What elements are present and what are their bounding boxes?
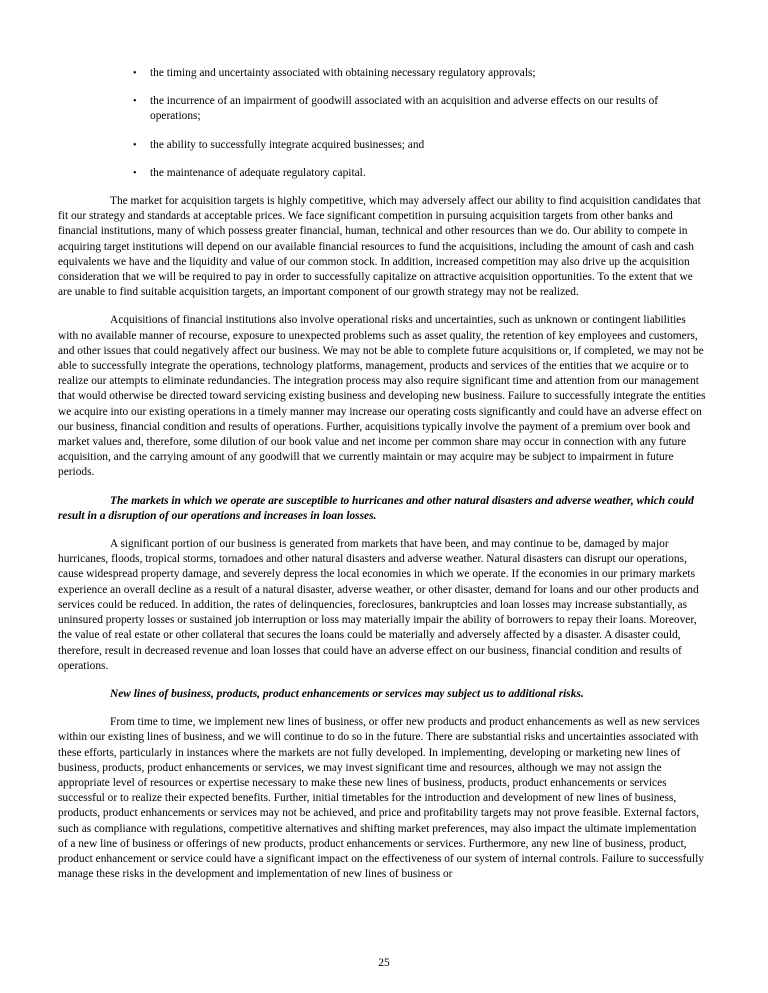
bullet-icon: • <box>133 167 137 179</box>
paragraph-acquisition-operational-risks: Acquisitions of financial institutions also involve operational risks and uncertainties, such as unknown or contingent liabilities with no available manner of recourse, exposure to unexpected problems such as asset quality, the retention of key employees and customers, and other issues that could negatively affect our business. We may not be able to complete future acquisitions or, if completed, we may not be able to successfully integrate the operations, technology platforms, management, products and services of the entities that we acquire or to realize our attempts to eliminate redundancies. The integration process may also require significant time and attention from our management that would otherwise be directed toward servicing existing business and developing new business. Failure to successfully integrate the entities we acquire into our existing operations in a timely manner may increase our operating costs significantly and could have an adverse effect on our business, financial condition and results of operations. Further, acquisitions typically involve the payment of a premium over book and market values and, therefore, some dilution of our book value and net income per common share may occur in connection with any future acquisition, and the carrying amount of any goodwill that we currently maintain or may acquire may be subject to impairment in future periods. <box>58 314 706 479</box>
page-number: 25 <box>378 956 390 969</box>
heading-new-lines-risk: New lines of business, products, product enhancements or services may subject us to additional risks. <box>110 687 584 700</box>
bullet-item-regulatory-approvals <box>58 66 706 81</box>
bullet-icon: • <box>133 139 137 151</box>
page-content <box>58 66 706 882</box>
bullet-text: the timing and uncertainty associated with obtaining necessary regulatory approvals; <box>150 67 536 79</box>
paragraph-natural-disasters: A significant portion of our business is generated from markets that have been, and may continue to be, damaged by major hurricanes, floods, tropical storms, tornadoes and other natural disasters and adverse weather. Natural disasters can disrupt our operations, cause widespread property damage, and severely depress the local economies in which we operate. If the economies in our primary markets experience an overall decline as a result of a natural disaster, adverse weather, or other disaster, demand for loans and our other products and services could be reduced. In addition, the rates of delinquencies, foreclosures, bankruptcies and loan losses may increase substantially, as uninsured property losses or sustained job interruption or loss may materially impair the ability of borrowers to repay their loans. Moreover, the value of real estate or other collateral that secures the loans could be materially and adversely affected by a disaster. A disaster could, therefore, result in decreased revenue and loan losses that could have an adverse effect on our business, financial condition and results of operations. <box>58 538 699 672</box>
bullet-list <box>58 66 706 181</box>
bullet-text: the ability to successfully integrate acquired businesses; and <box>150 138 425 151</box>
bullet-text: the incurrence of an impairment of goodwill associated with an acquisition and adverse effects on our results of operations; <box>150 95 659 123</box>
bullet-item-goodwill-impairment <box>58 94 706 124</box>
paragraph-acquisition-market: The market for acquisition targets is highly competitive, which may adversely affect our ability to find acquisition candidates that fit our strategy and standards at acceptable prices. We face significant competition in pursuing acquisition targets from other banks and financial institutions, many of which possess greater financial, human, technical and other resources than we do. Our ability to compete in acquiring target institutions will depend on our available financial resources to fund the acquisitions, including the amount of cash and cash equivalents we have and the liquidity and value of our common stock. In addition, increased competition may also drive up the acquisition consideration that we will be required to pay in order to successfully capitalize on attractive acquisition opportunities. To the extent that we are unable to find suitable acquisition targets, an important component of our growth strategy may not be realized. <box>58 195 701 299</box>
bullet-item-regulatory-capital <box>58 166 706 181</box>
bullet-icon: • <box>133 68 137 79</box>
heading-hurricanes-risk: The markets in which we operate are susceptible to hurricanes and other natural disasters and adverse weather, which could result in a disruption of our operations and increases in loan losses. <box>58 494 694 522</box>
paragraph-new-lines-of-business: From time to time, we implement new lines of business, or offer new products and product enhancements as well as new services within our existing lines of business, and we will continue to do so in the future. There are substantial risks and uncertainties associated with these efforts, particularly in instances where the markets are not fully developed. In implementing, developing or marketing new lines of business, products, product enhancements or services, we may invest significant time and resources, although we may not assign the appropriate level of resources or expertise necessary to make these new lines of business, products, product enhancements or services successful or to realize their expected benefits. Further, initial timetables for the introduction and development of new lines of business, products, product enhancements or services may not be achieved, and price and profitability targets may not prove feasible. External factors, such as compliance with regulations, competitive alternatives and shifting market preferences, may also impact the ultimate implementation of a new line of business or offerings of new products, product enhancements or services. Furthermore, any new line of business, product, product enhancement or service could have a significant impact on the effectiveness of our system of internal controls. Failure to successfully manage these risks in the development and implementation of new lines of business or <box>58 716 705 881</box>
bullet-item-integrate-businesses <box>58 138 706 153</box>
bullet-icon: • <box>133 96 137 108</box>
bullet-text: the maintenance of adequate regulatory capital. <box>150 166 366 179</box>
